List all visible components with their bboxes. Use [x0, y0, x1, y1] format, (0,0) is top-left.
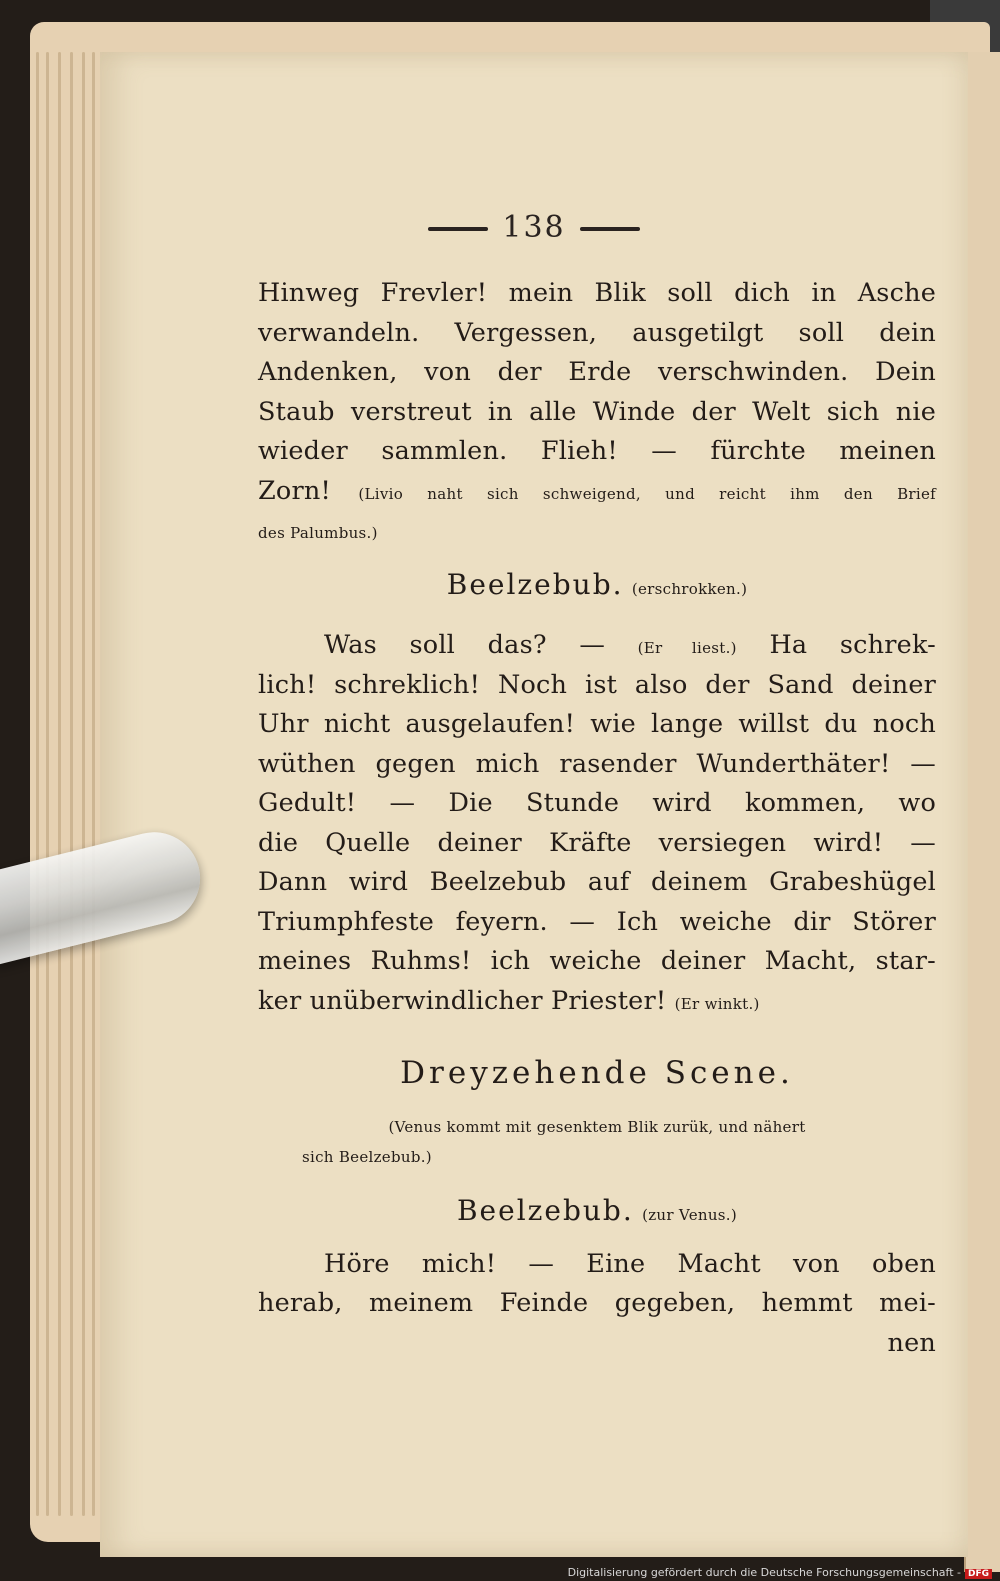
text-line: Uhr nicht ausgelaufen! wie lange willst du noch	[258, 709, 936, 739]
ornament-left	[428, 227, 488, 231]
text-line	[258, 511, 936, 551]
text-line: herab, meinem Feinde gegeben, hemmt mei-	[258, 1288, 936, 1318]
text-line: die Quelle deiner Kräfte versiegen wird! —	[258, 827, 936, 858]
speaker-heading	[258, 1191, 936, 1231]
scene-title: Dreyzehende Scene.	[400, 1055, 794, 1091]
text-line: Gedult! — Die Stunde wird kommen, wo	[258, 788, 936, 818]
stage-direction: (Livio naht sich schweigend, und reicht ihm den Brief	[358, 484, 937, 503]
page-number	[100, 210, 968, 245]
text-line: Staub verstreut in alle Winde der Welt sich nie	[258, 396, 936, 427]
stage-direction: (zur Venus.)	[642, 1206, 738, 1224]
stage-direction: (erschrokken.)	[631, 579, 748, 598]
facing-page-edge	[964, 52, 1000, 1572]
page-edge	[82, 52, 85, 1516]
text-line: meines Ruhms! ich weiche deiner Macht, star-	[258, 946, 936, 976]
text-line	[258, 626, 936, 666]
speaker-heading	[258, 565, 936, 605]
text-main: Zorn!	[258, 475, 331, 506]
text-line: Triumphfeste feyern. — Ich weiche dir Störer	[258, 906, 936, 937]
stage-direction: sich Beelzebub.)	[302, 1148, 432, 1166]
text-main: ker unüberwindlicher Priester!	[258, 985, 667, 1016]
text-main: Was soll das? —	[324, 630, 606, 660]
credit-text: Digitalisierung gefördert durch die Deutsche Forschungsgemeinschaft -	[567, 1566, 961, 1579]
page-edge	[70, 52, 73, 1516]
text-line: Höre mich! — Eine Macht von oben	[324, 1248, 936, 1279]
page-number-value: 138	[502, 210, 566, 245]
text-line: Hinweg Frevler! mein Blik soll dich in Asche	[258, 278, 936, 308]
page-edge	[46, 52, 49, 1516]
text-line: lich! schreklich! Noch ist also der Sand deiner	[258, 669, 936, 700]
speaker-name: Beelzebub.	[456, 1194, 634, 1227]
stage-direction-line	[258, 1139, 936, 1169]
text-line: wieder sammlen. Flieh! — fürchte meinen	[258, 436, 936, 466]
ornament-right	[580, 227, 640, 231]
speaker-name: Beelzebub.	[446, 567, 624, 601]
stage-direction: (Er winkt.)	[674, 994, 760, 1013]
page-body	[258, 274, 936, 1363]
stage-direction-line	[258, 1109, 936, 1139]
digitization-credit	[568, 1566, 992, 1579]
catchword: nen	[887, 1327, 936, 1358]
dfg-logo: DFG	[965, 1569, 992, 1579]
text-line	[258, 472, 936, 512]
text-line: Andenken, von der Erde verschwinden. Dein	[258, 357, 936, 387]
page-edge	[36, 52, 39, 1516]
text-main: Ha schrek-	[769, 630, 936, 660]
book-page	[100, 52, 968, 1557]
stage-direction: (Er liest.)	[637, 639, 737, 657]
text-line	[258, 982, 936, 1022]
stage-direction: des Palumbus.)	[258, 524, 378, 542]
text-line: Dann wird Beelzebub auf deinem Grabeshügel	[258, 867, 936, 897]
text-line: verwandeln. Vergessen, ausgetilgt soll dein	[258, 317, 936, 348]
text-line: wüthen gegen mich rasender Wunderthäter! —	[258, 748, 936, 779]
stage-direction: (Venus kommt mit gesenktem Blik zurük, und nähert	[388, 1118, 806, 1136]
page-edge	[92, 52, 95, 1516]
page-edge	[58, 52, 61, 1516]
